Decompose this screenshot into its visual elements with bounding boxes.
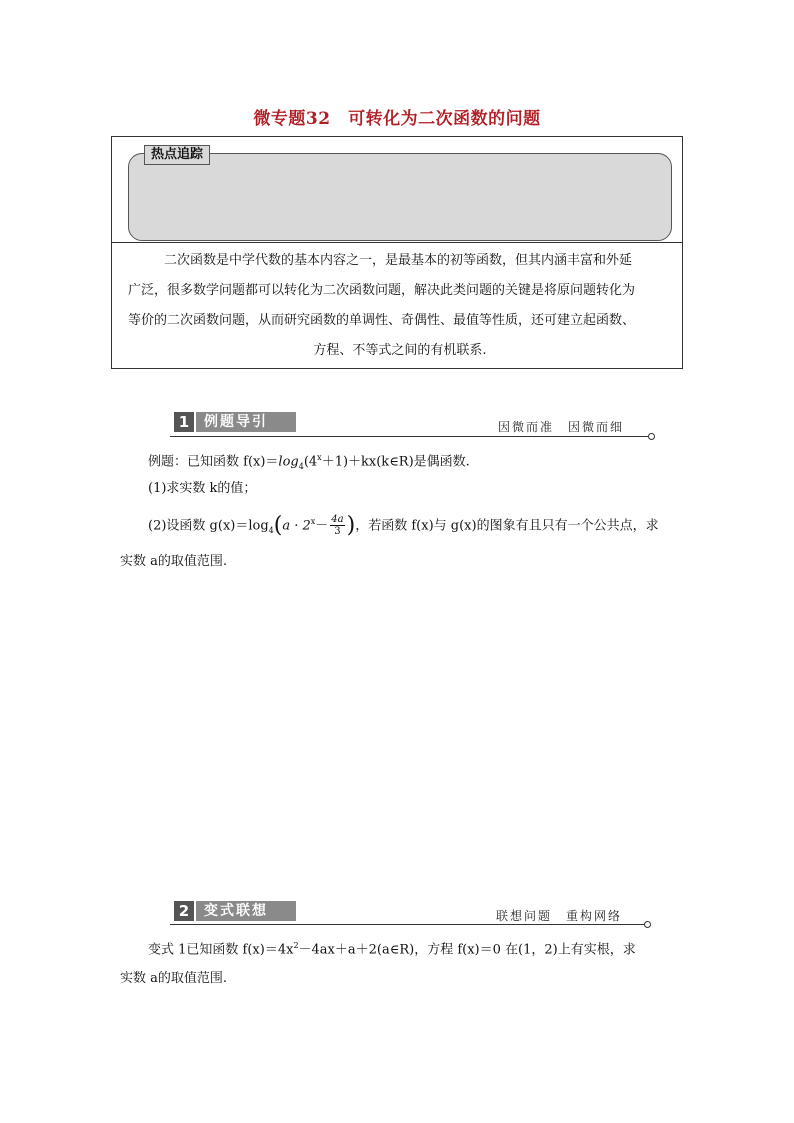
hot-topic-label: 热点追踪 [144, 145, 210, 165]
section-2-title: 变式联想 [196, 901, 296, 921]
section-1-subtitle: 因微而准 因微而细 [498, 420, 625, 434]
variant-1-line-2: 实数 a的取值范围. [120, 971, 228, 986]
intro-line-3: 等价的二次函数问题，从而研究函数的单调性、奇偶性、最值等性质，还可建立起函数、 [128, 313, 636, 328]
question-2: (2)设函数 $g(x)=\log_4(a \cdot 2^x-$ $\frac{4a}{3}$ )，若函数 f(x)与 g(x)的图象有且只有一个公共点，求 [148, 512, 659, 538]
variant-1-statement: 变式 1已知函数 $f(x)=4x^2-4ax+a+2(a\in R)$，方程 f(x)＝0 在(1，2)上有实根，求 [148, 941, 636, 958]
section-2-subtitle: 联想问题 重构网络 [496, 909, 623, 923]
intro-line-2: 广泛，很多数学问题都可以转化为二次函数问题，解决此类问题的关键是将原问题转化为 [128, 283, 636, 298]
intro-divider [111, 242, 683, 243]
section-2-rule [170, 924, 646, 925]
hot-topic-panel [128, 153, 672, 241]
fraction-4a-over-3: $\frac{4a}{3}$ [331, 514, 344, 538]
intro-line-1: 二次函数是中学代数的基本内容之一，是最基本的初等函数，但其内涵丰富和外延 [164, 253, 633, 268]
section-1-rule-end [648, 433, 655, 440]
intro-paragraph [128, 246, 672, 366]
example-statement: 例题：已知函数 $f(x)=\log_4(4^x+1)+kx(k\in R)$是偶函数. [148, 453, 470, 471]
section-1-rule [170, 436, 650, 437]
page-title: 微专题32 可转化为二次函数的问题 [253, 109, 541, 129]
question-2-line-2: 实数 a的取值范围. [120, 554, 228, 569]
section-2-rule-end [644, 921, 651, 928]
intro-line-4: 方程、不等式之间的有机联系. [313, 343, 487, 358]
section-1-number: 1 [174, 412, 194, 432]
question-1: (1)求实数 k的值； [148, 481, 257, 496]
section-1-title: 例题导引 [196, 412, 296, 432]
section-2-number: 2 [174, 901, 194, 921]
